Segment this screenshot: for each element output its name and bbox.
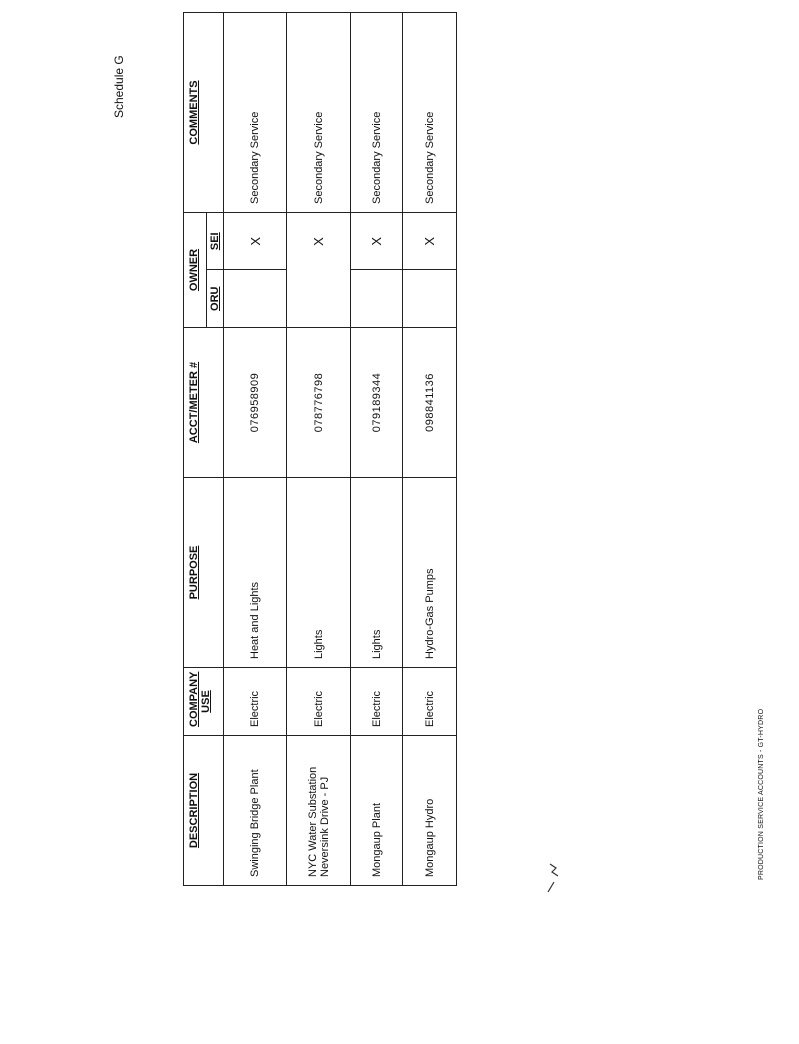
- cell-company-use: Electric: [403, 668, 457, 736]
- header-owner-oru: ORU: [207, 270, 223, 328]
- cell-company-use: Electric: [351, 668, 403, 736]
- header-acct-meter: ACCT/METER #: [184, 328, 224, 478]
- cell-description: NYC Water Substation Neversink Drive - PJ: [287, 736, 351, 886]
- cell-owner-sei: X: [422, 236, 437, 246]
- cell-purpose: Hydro-Gas Pumps: [403, 478, 457, 668]
- cell-owner-sei: X: [369, 236, 384, 246]
- table-row: [351, 13, 403, 886]
- cell-acct-meter: 098841136: [403, 328, 457, 478]
- schedule-label: Schedule G: [112, 55, 126, 118]
- cell-owner: [224, 213, 287, 328]
- cell-purpose: Lights: [351, 478, 403, 668]
- cell-owner: [403, 213, 457, 328]
- cell-purpose: Heat and Lights: [224, 478, 287, 668]
- cell-comments: Secondary Service: [351, 13, 403, 213]
- cell-comments: Secondary Service: [224, 13, 287, 213]
- schedule-table-wrapper: [183, 13, 446, 886]
- cell-description: Mongaup Plant: [351, 736, 403, 886]
- cell-owner-sei: X: [247, 236, 263, 246]
- header-owner-sei: SEI: [209, 232, 221, 251]
- cell-owner-oru: [287, 270, 350, 327]
- header-company-use: COMPANY USE: [184, 668, 224, 736]
- cell-company-use: Electric: [224, 668, 287, 736]
- cell-owner-oru: [403, 270, 456, 328]
- cell-owner-oru: [224, 270, 286, 328]
- table-header-row: [184, 13, 224, 886]
- cell-description: Mongaup Hydro: [403, 736, 457, 886]
- footer-label: PRODUCTION SERVICE ACCOUNTS - GT-HYDRO: [758, 708, 765, 880]
- handwritten-mark: [542, 858, 572, 898]
- cell-description: Swinging Bridge Plant: [224, 736, 287, 886]
- header-owner-label: OWNER: [188, 248, 200, 292]
- header-owner: [184, 213, 224, 328]
- cell-comments: Secondary Service: [287, 13, 351, 213]
- cell-comments: Secondary Service: [403, 13, 457, 213]
- cell-owner-sei: X: [311, 237, 326, 246]
- cell-owner: [287, 213, 351, 328]
- cell-acct-meter: 079189344: [351, 328, 403, 478]
- cell-acct-meter: 078776798: [287, 328, 351, 478]
- header-purpose: PURPOSE: [184, 478, 224, 668]
- cell-owner-oru: [351, 270, 402, 328]
- table-row: [224, 13, 287, 886]
- schedule-table: [183, 12, 457, 886]
- cell-owner: [351, 213, 403, 328]
- header-comments: COMMENTS: [184, 13, 224, 213]
- cell-company-use: Electric: [287, 668, 351, 736]
- header-description: DESCRIPTION: [184, 736, 224, 886]
- table-row: [287, 13, 351, 886]
- cell-acct-meter: 076958909: [224, 328, 287, 478]
- cell-purpose: Lights: [287, 478, 351, 668]
- table-row: [403, 13, 457, 886]
